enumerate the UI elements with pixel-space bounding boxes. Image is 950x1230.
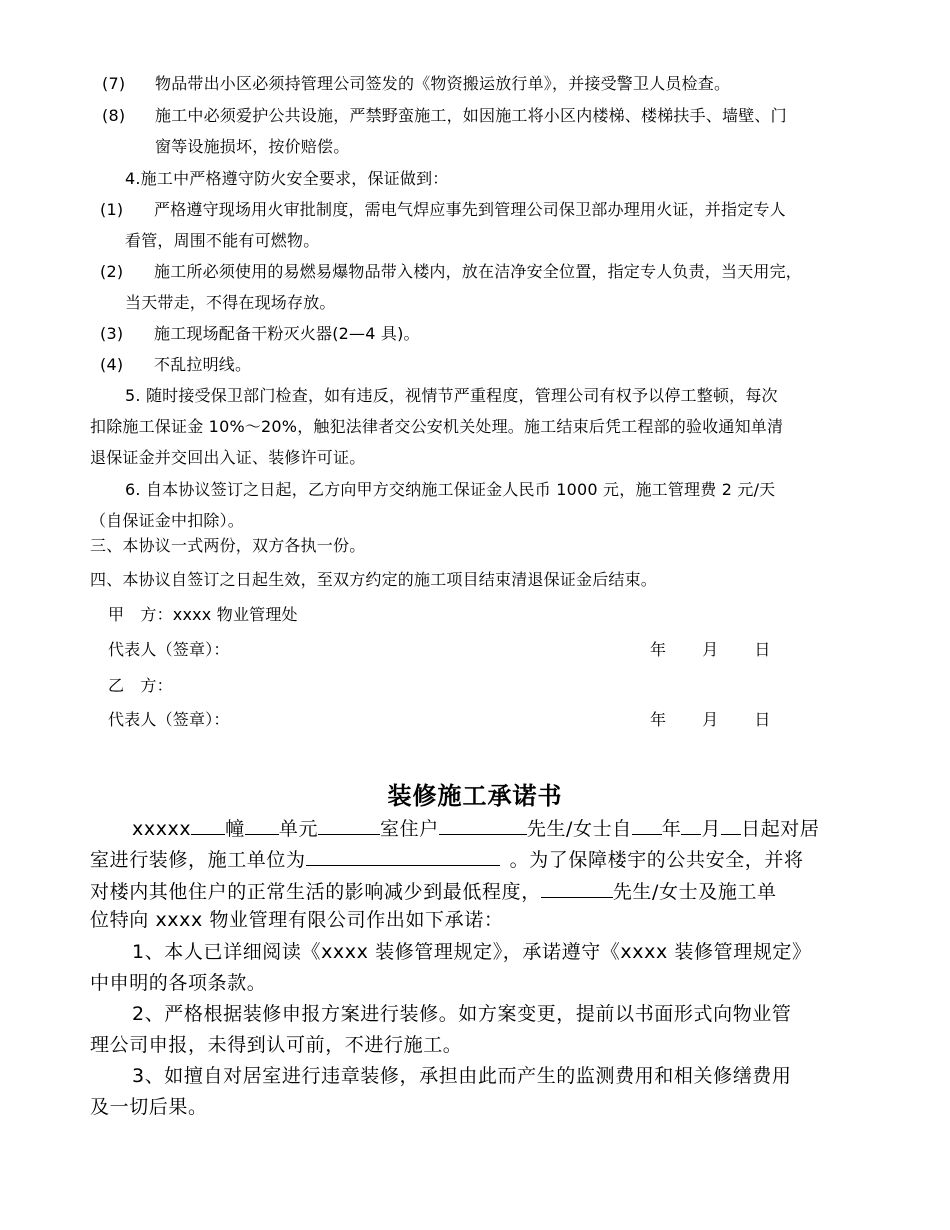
section-5: 5. 随时接受保卫部门检查，如有违反，视情节严重程度，管理公司有权予以停工整顿，每次 — [125, 386, 778, 405]
pledge-text: 。为了保障楼宇的公共安全，并将 — [509, 849, 804, 871]
clause-8 — [102, 106, 787, 126]
pledge-item-3-cont: 及一切后果。 — [90, 1096, 208, 1118]
year-label: 年 — [650, 710, 667, 729]
blank-unit — [245, 814, 279, 835]
blank-month — [681, 814, 701, 835]
blank-room — [318, 814, 380, 835]
clause-text: 不乱拉明线。 — [154, 355, 252, 374]
month-label: 月 — [702, 710, 719, 729]
clause-number: (1) — [100, 200, 124, 219]
pledge-line-3 — [90, 877, 777, 904]
fire-2 — [100, 262, 802, 282]
label-building: 幢 — [225, 818, 245, 840]
pledge-text: 室进行装修，施工单位为 — [90, 849, 306, 871]
clause-text: 施工中必须爱护公共设施，严禁野蛮施工，如因施工将小区内楼梯、楼梯扶手、墙壁、门 — [155, 106, 787, 125]
party-b: 乙 方： — [108, 676, 173, 695]
clause-8-cont: 窗等设施损坏，按价赔偿。 — [155, 137, 350, 156]
pledge-item-3: 3、如擅自对居室进行违章装修，承担由此而产生的监测费用和相关修缮费用 — [132, 1065, 792, 1087]
clause-7 — [102, 74, 730, 94]
day-label: 日 — [754, 710, 771, 729]
clause-text: 施工所必须使用的易燃易爆物品带入楼内，放在洁净安全位置，指定专人负责，当天用完， — [154, 262, 803, 281]
clause-number: (3) — [100, 324, 124, 343]
label-year: 年 — [661, 818, 682, 840]
fire-2-cont: 当天带走，不得在现场存放。 — [125, 293, 336, 312]
rep-a: 代表人（签章）： — [108, 640, 230, 659]
clause-number: (4) — [100, 355, 124, 374]
date-a — [650, 640, 771, 660]
label-resident: 室住户 — [380, 818, 439, 840]
pledge-item-1-cont: 中申明的各项条款。 — [90, 972, 267, 994]
pledge-line-4: 位特向 xxxx 物业管理有限公司作出如下承诺： — [90, 909, 504, 931]
clause-number: (8) — [102, 106, 126, 125]
party-a: 甲 方：xxxx 物业管理处 — [108, 605, 298, 624]
blank-name — [439, 814, 527, 835]
pledge-item-1: 1、本人已详细阅读《xxxx 装修管理规定》，承诺遵守《xxxx 装修管理规定》 — [132, 941, 812, 963]
clause-number: (2) — [100, 262, 124, 281]
article-3: 三、本协议一式两份，双方各执一份。 — [90, 536, 366, 555]
pledge-line-1 — [132, 814, 820, 841]
blank-year — [632, 814, 662, 835]
pledge-line-2 — [90, 845, 804, 872]
day-label: 日 — [754, 640, 771, 659]
label-day: 日起对居 — [741, 818, 820, 840]
fire-3 — [100, 324, 420, 344]
fire-4 — [100, 355, 251, 375]
section-5-cont: 退保证金并交回出入证、装修许可证。 — [90, 448, 366, 467]
clause-text: 严格遵守现场用火审批制度，需电气焊应事先到管理公司保卫部办理用火证，并指定专人 — [154, 200, 786, 219]
section-4: 4.施工中严格遵守防火安全要求，保证做到： — [125, 169, 449, 188]
pledge-title: 装修施工承诺书 — [387, 782, 563, 810]
clause-number: (7) — [102, 74, 126, 93]
label-month: 月 — [701, 818, 722, 840]
label-title: 先生/女士自 — [526, 818, 632, 840]
placeholder-text: xxxxx — [132, 818, 192, 840]
clause-text: 物品带出小区必须持管理公司签发的《物资搬运放行单》，并接受警卫人员检查。 — [155, 74, 731, 93]
fire-1 — [100, 200, 786, 220]
blank-building — [191, 814, 225, 835]
year-label: 年 — [650, 640, 667, 659]
pledge-text: 先生/女士及施工单 — [612, 881, 777, 903]
blank-owner-name — [541, 877, 613, 898]
section-6-cont: （自保证金中扣除）。 — [90, 511, 245, 530]
clause-text: 施工现场配备干粉灭火器(2—4 具)。 — [154, 324, 420, 343]
section-6: 6. 自本协议签订之日起，乙方向甲方交纳施工保证金人民币 1000 元，施工管理费 2 元/天 — [125, 480, 776, 499]
blank-contractor — [306, 845, 500, 866]
section-5-cont: 扣除施工保证金 10%～20%，触犯法律者交公安机关处理。施工结束后凭工程部的验收通知单清 — [90, 417, 784, 436]
label-unit: 单元 — [278, 818, 319, 840]
pledge-text: 对楼内其他住户的正常生活的影响减少到最低程度， — [90, 881, 541, 903]
pledge-item-2-cont: 理公司申报，未得到认可前，不进行施工。 — [90, 1034, 463, 1056]
fire-1-cont: 看管，周围不能有可燃物。 — [125, 231, 320, 250]
blank-day — [721, 814, 741, 835]
rep-b: 代表人（签章）： — [108, 710, 230, 729]
article-4: 四、本协议自签订之日起生效，至双方约定的施工项目结束清退保证金后结束。 — [90, 570, 658, 589]
pledge-item-2: 2、严格根据装修申报方案进行装修。如方案变更，提前以书面形式向物业管 — [132, 1003, 792, 1025]
date-b — [650, 710, 771, 730]
month-label: 月 — [702, 640, 719, 659]
